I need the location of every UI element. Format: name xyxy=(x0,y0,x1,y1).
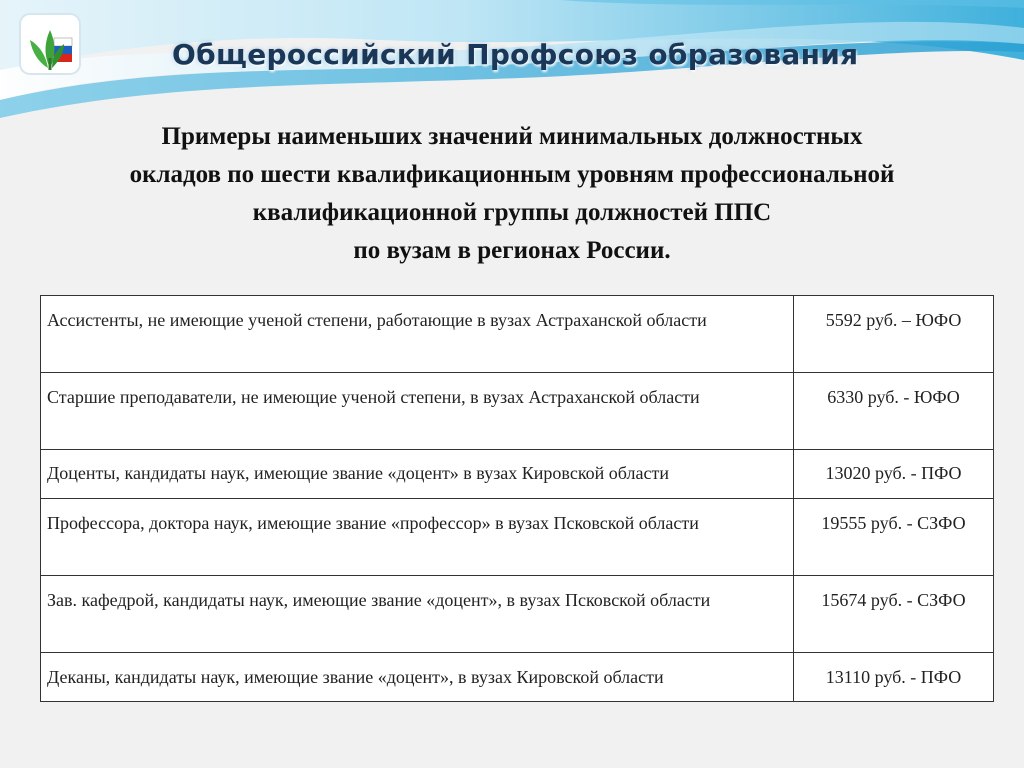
position-cell: Профессора, доктора наук, имеющие звание «профессор» в вузах Псковской области xyxy=(41,499,794,576)
salary-table xyxy=(40,295,994,702)
table-row xyxy=(41,373,994,450)
heading-line: Примеры наименьших значений минимальных должностных xyxy=(161,123,863,150)
slide-heading xyxy=(0,118,1024,270)
salary-cell: 19555 руб. - СЗФО xyxy=(794,499,994,576)
table-row xyxy=(41,576,994,653)
union-logo-icon xyxy=(14,8,86,80)
salary-cell: 13110 руб. - ПФО xyxy=(794,653,994,702)
position-cell: Ассистенты, не имеющие ученой степени, работающие в вузах Астраханской области xyxy=(41,296,794,373)
table-row xyxy=(41,653,994,702)
table-row xyxy=(41,296,994,373)
position-cell: Деканы, кандидаты наук, имеющие звание «доцент», в вузах Кировской области xyxy=(41,653,794,702)
heading-line: квалификационной группы должностей ППС xyxy=(252,199,772,226)
table-row xyxy=(41,499,994,576)
salary-cell: 5592 руб. – ЮФО xyxy=(794,296,994,373)
position-cell: Старшие преподаватели, не имеющие ученой степени, в вузах Астраханской области xyxy=(41,373,794,450)
salary-cell: 13020 руб. - ПФО xyxy=(794,450,994,499)
table-row xyxy=(41,450,994,499)
heading-line: окладов по шести квалификационным уровням профессиональной xyxy=(129,161,895,188)
salary-cell: 15674 руб. - СЗФО xyxy=(794,576,994,653)
position-cell: Зав. кафедрой, кандидаты наук, имеющие звание «доцент», в вузах Псковской области xyxy=(41,576,794,653)
salary-cell: 6330 руб. - ЮФО xyxy=(794,373,994,450)
org-title: Общероссийский Профсоюз образования xyxy=(172,38,859,71)
position-cell: Доценты, кандидаты наук, имеющие звание «доцент» в вузах Кировской области xyxy=(41,450,794,499)
heading-line: по вузам в регионах России. xyxy=(353,237,671,264)
